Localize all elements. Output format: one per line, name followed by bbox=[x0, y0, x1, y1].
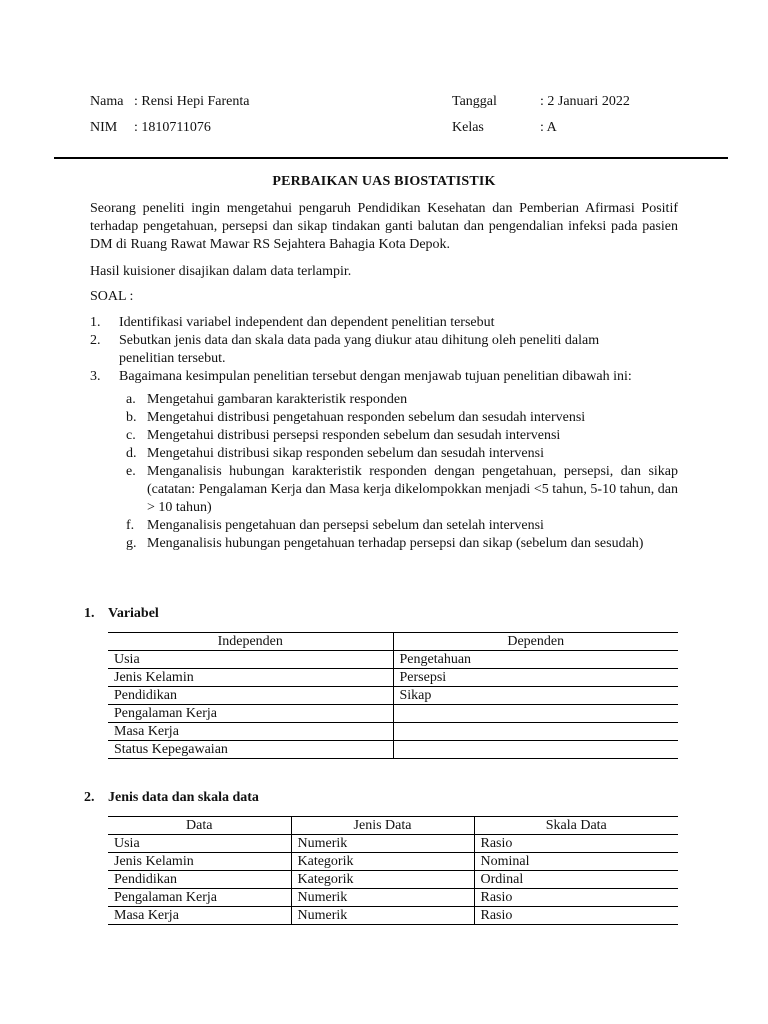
table-cell: Persepsi bbox=[393, 669, 678, 687]
table-row bbox=[108, 705, 678, 723]
table-cell: Pendidikan bbox=[108, 871, 291, 889]
table-cell: Numerik bbox=[291, 889, 474, 907]
sub-question-letter: c. bbox=[126, 428, 136, 443]
table-cell: Usia bbox=[108, 835, 291, 853]
name-label: Nama bbox=[90, 94, 124, 109]
table-cell: Masa Kerja bbox=[108, 907, 291, 925]
date-value: : 2 Januari 2022 bbox=[540, 94, 630, 109]
variable-table bbox=[108, 632, 678, 759]
table-header-row bbox=[108, 817, 678, 835]
question-item bbox=[90, 332, 639, 368]
table-row bbox=[108, 871, 678, 889]
name-value: : Rensi Hepi Farenta bbox=[134, 94, 250, 109]
table-cell: Numerik bbox=[291, 907, 474, 925]
document-title: PERBAIKAN UAS BIOSTATISTIK bbox=[272, 174, 496, 189]
table-row bbox=[108, 651, 678, 669]
sub-question-letter: a. bbox=[126, 392, 136, 407]
table-cell: Rasio bbox=[474, 889, 678, 907]
question-item bbox=[90, 314, 678, 332]
sub-question-item bbox=[126, 463, 678, 517]
sub-question-letter: g. bbox=[126, 536, 137, 551]
table-cell: Masa Kerja bbox=[108, 723, 393, 741]
section-number: 2. bbox=[84, 790, 95, 805]
intro-text: Seorang peneliti ingin mengetahui pengaruh Pendidikan Kesehatan dan Pemberian Afirmasi Positif terhadap pengetahuan, persepsi dan sikap tindakan ganti balutan dan pengendalian infeksi pada pasien DM di Ruang Rawat Mawar RS Sejahtera Bahagia Kota Depok. bbox=[90, 201, 678, 252]
column-header: Dependen bbox=[393, 633, 678, 651]
table-row bbox=[108, 687, 678, 705]
question-number: 1. bbox=[90, 315, 101, 330]
table-cell: Status Kepegawaian bbox=[108, 741, 393, 759]
table-cell bbox=[393, 705, 678, 723]
table-cell: Ordinal bbox=[474, 871, 678, 889]
table-cell: Nominal bbox=[474, 853, 678, 871]
question-text: Identifikasi variabel independent dan dependent penelitian tersebut bbox=[119, 315, 495, 330]
table-cell: Numerik bbox=[291, 835, 474, 853]
table-row bbox=[108, 889, 678, 907]
column-header: Jenis Data bbox=[291, 817, 474, 835]
table-cell: Usia bbox=[108, 651, 393, 669]
table-row bbox=[108, 853, 678, 871]
sub-question-text: Mengetahui distribusi persepsi responden sebelum dan sesudah intervensi bbox=[147, 428, 561, 443]
table-header-row bbox=[108, 633, 678, 651]
header-divider bbox=[54, 157, 728, 159]
nim-label: NIM bbox=[90, 120, 118, 135]
table-cell: Sikap bbox=[393, 687, 678, 705]
table-row bbox=[108, 907, 678, 925]
sub-question-text: Menganalisis hubungan pengetahuan terhadap persepsi dan sikap (sebelum dan sesudah) bbox=[147, 536, 644, 551]
intro-paragraph bbox=[90, 200, 678, 254]
table-cell bbox=[393, 723, 678, 741]
table-cell: Kategorik bbox=[291, 853, 474, 871]
table-cell: Pengalaman Kerja bbox=[108, 889, 291, 907]
question-text: Bagaimana kesimpulan penelitian tersebut dengan menjawab tujuan penelitian dibawah ini: bbox=[119, 369, 632, 384]
sub-question-text: Mengetahui gambaran karakteristik responden bbox=[147, 392, 408, 407]
table-cell: Jenis Kelamin bbox=[108, 669, 393, 687]
sub-question-list bbox=[126, 391, 678, 553]
nim-value: : 1810711076 bbox=[134, 120, 211, 135]
sub-question-item bbox=[126, 409, 678, 427]
sub-question-letter: b. bbox=[126, 410, 137, 425]
table-cell: Pengetahuan bbox=[393, 651, 678, 669]
soal-label: SOAL : bbox=[90, 289, 134, 304]
sub-question-item bbox=[126, 445, 678, 463]
column-header: Independen bbox=[108, 633, 393, 651]
sub-question-letter: e. bbox=[126, 464, 136, 479]
question-list bbox=[90, 314, 678, 386]
table-cell: Rasio bbox=[474, 907, 678, 925]
sub-question-text: Menganalisis hubungan karakteristik responden dengan pengetahuan, persepsi, dan sikap (catatan: Pengalaman Kerja dan Masa kerja dikelompokkan menjadi <5 tahun, 5-10 tahun, dan > 10 tahun) bbox=[147, 464, 678, 515]
question-text: Sebutkan jenis data dan skala data pada yang diukur atau dihitung oleh peneliti dalam penelitian tersebut. bbox=[119, 333, 600, 366]
sub-question-text: Mengetahui distribusi pengetahuan responden sebelum dan sesudah intervensi bbox=[147, 410, 586, 425]
column-header: Skala Data bbox=[474, 817, 678, 835]
table-cell: Jenis Kelamin bbox=[108, 853, 291, 871]
section-title: Jenis data dan skala data bbox=[108, 790, 259, 805]
data-scale-table bbox=[108, 816, 678, 925]
table-cell: Pendidikan bbox=[108, 687, 393, 705]
class-value: : A bbox=[540, 120, 557, 135]
sub-question-item bbox=[126, 391, 678, 409]
section-title: Variabel bbox=[108, 606, 159, 621]
class-label: Kelas bbox=[452, 120, 484, 135]
table-cell: Pengalaman Kerja bbox=[108, 705, 393, 723]
table-cell: Rasio bbox=[474, 835, 678, 853]
table-row bbox=[108, 835, 678, 853]
question-number: 3. bbox=[90, 369, 101, 384]
sub-question-letter: d. bbox=[126, 446, 137, 461]
table-cell: Kategorik bbox=[291, 871, 474, 889]
section-1-heading bbox=[84, 606, 159, 622]
sub-question-item bbox=[126, 427, 678, 445]
table-cell bbox=[393, 741, 678, 759]
sub-question-item bbox=[126, 535, 678, 553]
sub-question-text: Mengetahui distribusi sikap responden sebelum dan sesudah intervensi bbox=[147, 446, 544, 461]
table-row bbox=[108, 723, 678, 741]
section-number: 1. bbox=[84, 606, 95, 621]
sub-question-text: Menganalisis pengetahuan dan persepsi sebelum dan setelah intervensi bbox=[147, 518, 544, 533]
sub-question-letter: f. bbox=[126, 518, 135, 533]
question-item bbox=[90, 368, 678, 386]
question-number: 2. bbox=[90, 333, 101, 348]
table-row bbox=[108, 741, 678, 759]
column-header: Data bbox=[108, 817, 291, 835]
result-note: Hasil kuisioner disajikan dalam data terlampir. bbox=[90, 264, 352, 279]
table-row bbox=[108, 669, 678, 687]
sub-question-item bbox=[126, 517, 678, 535]
date-label: Tanggal bbox=[452, 94, 497, 109]
section-2-heading bbox=[84, 790, 259, 806]
